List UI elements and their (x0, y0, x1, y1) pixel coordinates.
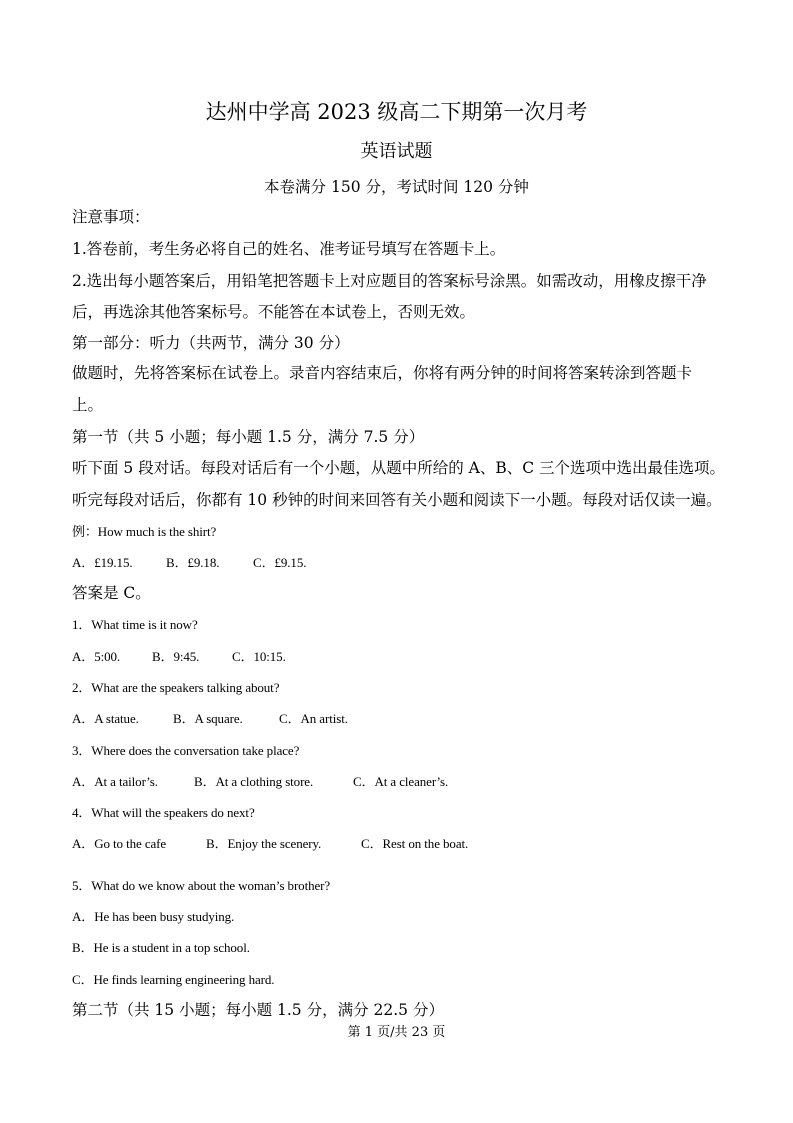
part1-desc-line-2: 上。 (72, 396, 104, 414)
section2-heading: 第二节（共 15 小题；每小题 1.5 分，满分 22.5 分） (72, 1001, 444, 1019)
section1-desc-line-1: 听下面 5 段对话。每段对话后有一个小题，从题中所给的 A、B、C 三个选项中选出最佳选项。 (72, 459, 726, 477)
question-2-stem: 2．What are the speakers talking about? (72, 680, 280, 695)
question-1-option-c: C．10:15. (232, 649, 286, 664)
question-2-options (72, 709, 348, 729)
question-2-option-c: C．An artist. (279, 711, 348, 726)
question-2-option-b: B．A square. (173, 711, 243, 726)
notice-heading: 注意事项： (72, 208, 150, 226)
question-5-option-c: C．He finds learning engineering hard. (72, 972, 275, 987)
exam-title: 达州中学高 2023 级高二下期第一次月考 (205, 100, 588, 124)
example-option-a: A．£19.15. (72, 555, 133, 570)
section1-heading: 第一节（共 5 小题；每小题 1.5 分，满分 7.5 分） (72, 428, 425, 446)
question-5-option-a: A．He has been busy studying. (72, 909, 235, 924)
question-1-option-a: A．5:00. (72, 649, 121, 664)
notice-item-1: 1.答卷前，考生务必将自己的姓名、准考证号填写在答题卡上。 (72, 240, 506, 258)
question-1-options (72, 647, 286, 667)
question-5-option-b: B．He is a student in a top school. (72, 940, 250, 955)
exam-meta: 本卷满分 150 分，考试时间 120 分钟 (264, 178, 529, 196)
question-1-option-b: B．9:45. (152, 649, 200, 664)
question-4-option-c: C．Rest on the boat. (361, 836, 469, 851)
question-3-option-a: A．At a tailor’s. (72, 774, 158, 789)
exam-subject: 英语试题 (360, 141, 433, 162)
question-5-stem: 5．What do we know about the woman’s brother? (72, 878, 331, 893)
example-answer: 答案是 C。 (72, 584, 151, 602)
notice-item-2-line-2: 后，再选涂其他答案标号。不能答在本试卷上，否则无效。 (72, 303, 476, 321)
example-options (72, 553, 306, 573)
part1-heading: 第一部分：听力（共两节，满分 30 分） (72, 334, 350, 352)
question-3-stem: 3．Where does the conversation take place? (72, 743, 300, 758)
notice-item-2-line-1: 2.选出每小题答案后，用铅笔把答题卡上对应题目的答案标号涂黑。如需改动，用橡皮擦干净 (72, 272, 707, 290)
question-3-option-c: C．At a cleaner’s. (353, 774, 449, 789)
part1-desc-line-1: 做题时，先将答案标在试卷上。录音内容结束后，你将有两分钟的时间将答案转涂到答题卡 (72, 364, 693, 382)
question-3-options (72, 772, 448, 792)
question-1-stem: 1．What time is it now? (72, 617, 198, 632)
question-4-option-a: A．Go to the cafe (72, 836, 167, 851)
question-3-option-b: B．At a clothing store. (194, 774, 314, 789)
example-question: 例：How much is the shirt? (72, 524, 217, 539)
section1-desc-line-2: 听完每段对话后，你都有 10 秒钟的时间来回答有关小题和阅读下一小题。每段对话仅读一遍。 (72, 491, 722, 509)
question-4-option-b: B．Enjoy the scenery. (206, 836, 322, 851)
example-option-c: C．£9.15. (253, 555, 307, 570)
page-footer: 第 1 页/共 23 页 (347, 1025, 446, 1040)
question-2-option-a: A．A statue. (72, 711, 139, 726)
question-4-options (72, 834, 468, 854)
question-4-stem: 4．What will the speakers do next? (72, 805, 255, 820)
example-option-b: B．£9.18. (166, 555, 220, 570)
